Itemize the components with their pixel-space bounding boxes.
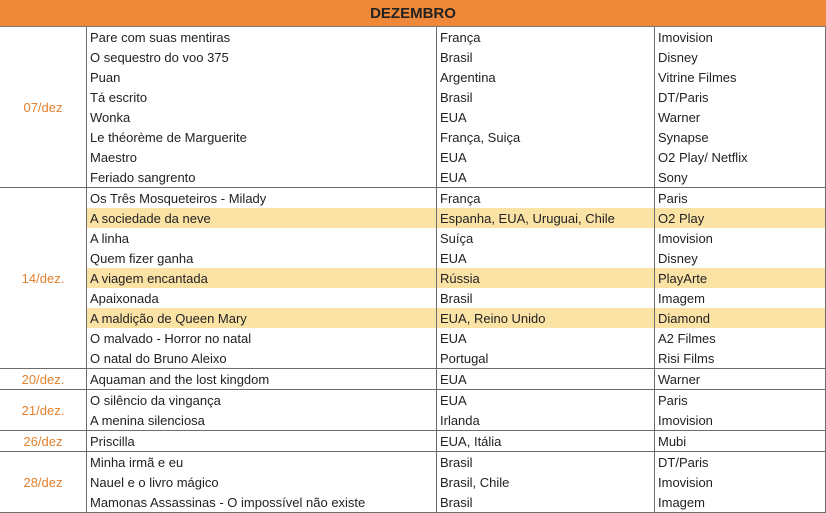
distributor: O2 Play <box>658 210 705 226</box>
table-row <box>87 228 826 248</box>
movie-title: A linha <box>87 228 437 248</box>
distributor: Sony <box>658 169 688 185</box>
movie-title: Nauel e o livro mágico <box>87 472 437 492</box>
country: Espanha, EUA, Uruguai, Chile <box>437 208 655 228</box>
distributor: Disney <box>658 250 698 266</box>
table-row <box>87 27 826 47</box>
date-group <box>0 390 826 431</box>
table-row <box>87 288 826 308</box>
table-row <box>87 248 826 268</box>
country: Rússia <box>437 268 655 288</box>
table-row <box>87 167 826 187</box>
movie-title: A maldição de Queen Mary <box>87 308 437 328</box>
movie-title: Le théorème de Marguerite <box>87 127 437 147</box>
country: Brasil <box>437 47 655 67</box>
month-title: DEZEMBRO <box>370 4 456 22</box>
release-date: 14/dez. <box>0 188 87 368</box>
country: Argentina <box>437 67 655 87</box>
table-row <box>87 127 826 147</box>
movie-title: A sociedade da neve <box>87 208 437 228</box>
table-row <box>87 107 826 127</box>
distributor: Diamond <box>658 310 711 326</box>
country: Brasil <box>437 492 655 512</box>
country: EUA <box>437 107 655 127</box>
movie-title: Priscilla <box>87 431 437 451</box>
movie-title: Puan <box>87 67 437 87</box>
distributor: DT/Paris <box>658 454 709 470</box>
country: Portugal <box>437 348 655 368</box>
distributor: Imovision <box>658 412 713 428</box>
country: EUA <box>437 248 655 268</box>
release-date: 07/dez <box>0 27 87 187</box>
distributor: Imovision <box>658 474 713 490</box>
movie-title: Minha irmã e eu <box>87 452 437 472</box>
country: França <box>437 188 655 208</box>
movie-title: Maestro <box>87 147 437 167</box>
table-row-highlighted <box>87 268 826 288</box>
distributor: Imovision <box>658 29 713 45</box>
table-row <box>87 492 826 512</box>
table-row <box>87 472 826 492</box>
movie-title: A viagem encantada <box>87 268 437 288</box>
country: EUA <box>437 390 655 410</box>
table-row-highlighted <box>87 208 826 228</box>
country: França <box>437 27 655 47</box>
table-row <box>87 452 826 472</box>
table-row <box>87 369 826 389</box>
country: EUA <box>437 328 655 348</box>
distributor: PlayArte <box>658 270 708 286</box>
country: EUA, Reino Unido <box>437 308 655 328</box>
distributor: Mubi <box>658 433 687 449</box>
country: Brasil, Chile <box>437 472 655 492</box>
country: Brasil <box>437 452 655 472</box>
date-group <box>0 188 826 369</box>
movie-title: O natal do Bruno Aleixo <box>87 348 437 368</box>
movie-title: Quem fizer ganha <box>87 248 437 268</box>
release-table <box>0 27 826 513</box>
release-date: 28/dez <box>0 452 87 512</box>
table-row <box>87 328 826 348</box>
table-row <box>87 431 826 451</box>
country: Suíça <box>437 228 655 248</box>
distributor: Synapse <box>658 129 709 145</box>
distributor: Imagem <box>658 494 705 510</box>
table-row <box>87 47 826 67</box>
release-date: 20/dez. <box>0 369 87 389</box>
date-group <box>0 27 826 188</box>
country: Irlanda <box>437 410 655 430</box>
table-row <box>87 348 826 368</box>
distributor: O2 Play/ Netflix <box>658 149 748 165</box>
table-row <box>87 188 826 208</box>
movie-title: Aquaman and the lost kingdom <box>87 369 437 389</box>
distributor: A2 Filmes <box>658 330 716 346</box>
distributor: Vitrine Filmes <box>658 69 737 85</box>
table-row <box>87 147 826 167</box>
movie-title: Tá escrito <box>87 87 437 107</box>
country: EUA, Itália <box>437 431 655 451</box>
movie-title: O malvado - Horror no natal <box>87 328 437 348</box>
movie-title: Wonka <box>87 107 437 127</box>
table-row <box>87 67 826 87</box>
country: EUA <box>437 369 655 389</box>
movie-title: Apaixonada <box>87 288 437 308</box>
distributor: Imagem <box>658 290 705 306</box>
distributor: Paris <box>658 190 688 206</box>
date-group <box>0 369 826 390</box>
distributor: Risi Films <box>658 350 715 366</box>
table-row-highlighted <box>87 308 826 328</box>
country: Brasil <box>437 87 655 107</box>
table-row <box>87 390 826 410</box>
table-row <box>87 87 826 107</box>
movie-title: O silêncio da vingança <box>87 390 437 410</box>
movie-title: Feriado sangrento <box>87 167 437 187</box>
table-row <box>87 410 826 430</box>
distributor: Warner <box>658 109 701 125</box>
date-group <box>0 452 826 513</box>
country: EUA <box>437 167 655 187</box>
distributor: Warner <box>658 371 701 387</box>
movie-title: Os Três Mosqueteiros - Milady <box>87 188 437 208</box>
country: Brasil <box>437 288 655 308</box>
country: França, Suiça <box>437 127 655 147</box>
country: EUA <box>437 147 655 167</box>
movie-title: O sequestro do voo 375 <box>87 47 437 67</box>
movie-title: Mamonas Assassinas - O impossível não existe <box>87 492 437 512</box>
release-date: 26/dez <box>0 431 87 451</box>
distributor: Paris <box>658 392 688 408</box>
movie-title: Pare com suas mentiras <box>87 27 437 47</box>
movie-title: A menina silenciosa <box>87 410 437 430</box>
date-group <box>0 431 826 452</box>
release-date: 21/dez. <box>0 390 87 430</box>
month-header <box>0 0 826 27</box>
distributor: Disney <box>658 49 698 65</box>
distributor: DT/Paris <box>658 89 709 105</box>
distributor: Imovision <box>658 230 713 246</box>
